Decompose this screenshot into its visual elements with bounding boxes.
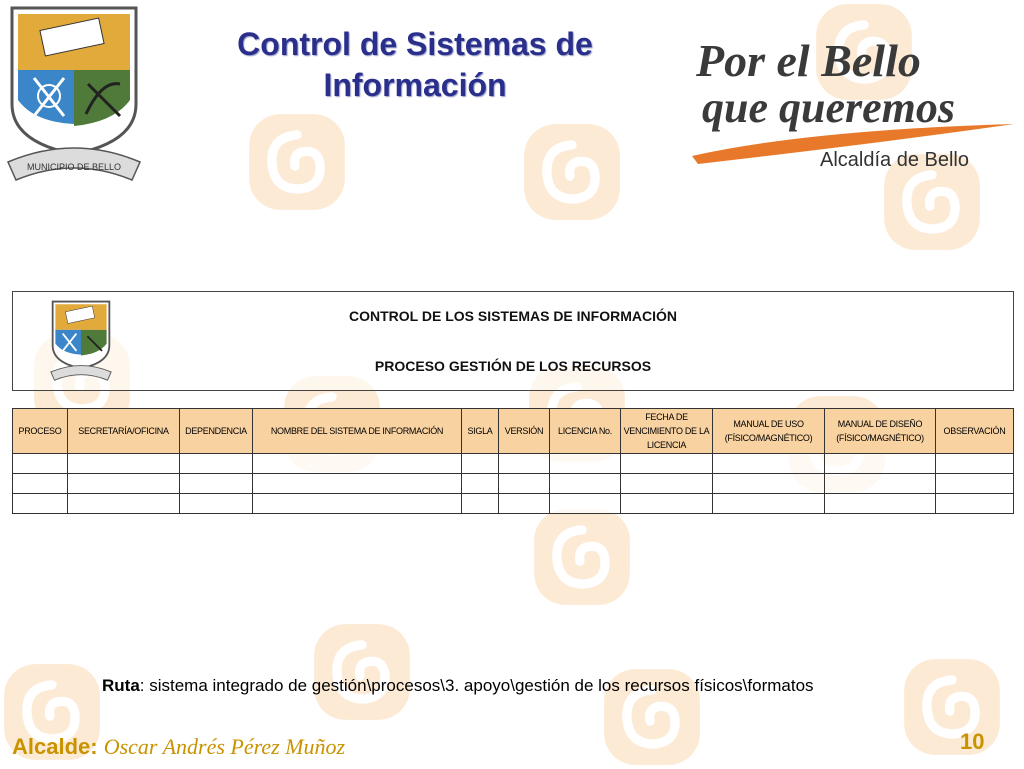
table-cell <box>253 474 462 494</box>
table-cell <box>825 474 936 494</box>
column-header: SECRETARÍA/OFICINA <box>68 409 180 454</box>
mayor-credit <box>12 734 345 760</box>
slide-title-line2: Información <box>323 67 507 103</box>
crest-banner-text: MUNICIPIO DE BELLO <box>26 162 122 172</box>
form-header-frame <box>12 291 1014 391</box>
table-cell <box>462 474 499 494</box>
mayor-name: Oscar Andrés Pérez Muñoz <box>103 734 346 759</box>
table-cell <box>499 454 550 474</box>
table-cell <box>499 474 550 494</box>
table-body <box>13 454 1014 514</box>
table-cell <box>713 494 825 514</box>
form-title: CONTROL DE LOS SISTEMAS DE INFORMACIÓN <box>349 308 677 324</box>
table-cell <box>713 454 825 474</box>
page-number: 10 <box>960 729 985 754</box>
table-cell <box>936 454 1014 474</box>
table-cell <box>180 474 253 494</box>
table-cell <box>936 494 1014 514</box>
swirl-icon <box>520 120 624 224</box>
table-header-row <box>13 409 1014 454</box>
table-cell <box>825 494 936 514</box>
table-cell <box>68 494 180 514</box>
table-row <box>13 474 1014 494</box>
table-cell <box>180 494 253 514</box>
table-cell <box>180 454 253 474</box>
table-cell <box>68 454 180 474</box>
table-cell <box>550 494 621 514</box>
column-header: DEPENDENCIA <box>180 409 253 454</box>
table-row <box>13 494 1014 514</box>
table-cell <box>621 454 713 474</box>
table-cell <box>13 494 68 514</box>
column-header: FECHA DE VENCIMIENTO DE LA LICENCIA <box>621 409 713 454</box>
table-cell <box>462 494 499 514</box>
brand-line2: que queremos <box>702 83 955 132</box>
column-header: SIGLA <box>462 409 499 454</box>
municipality-crest-logo <box>4 4 144 189</box>
table-cell <box>13 474 68 494</box>
table-cell <box>621 474 713 494</box>
table-cell <box>462 454 499 474</box>
route-text: : sistema integrado de gestión\procesos\3. apoyo\gestión de los recursos físicos\formatos <box>139 676 814 695</box>
table-cell <box>68 474 180 494</box>
column-header: LICENCIA No. <box>550 409 621 454</box>
table-cell <box>550 454 621 474</box>
column-header: NOMBRE DEL SISTEMA DE INFORMACIÓN <box>253 409 462 454</box>
table-cell <box>253 454 462 474</box>
table-cell <box>621 494 713 514</box>
swirl-icon <box>900 655 1004 759</box>
table-cell <box>13 454 68 474</box>
table-cell <box>713 474 825 494</box>
table-cell <box>550 474 621 494</box>
route-label: Ruta <box>102 676 140 695</box>
swirl-icon <box>530 505 634 609</box>
column-header: MANUAL DE USO (FÍSICO/MAGNÉTICO) <box>713 409 825 454</box>
slide-title <box>200 24 630 106</box>
table-cell <box>499 494 550 514</box>
mayor-label: Alcalde: <box>12 734 98 759</box>
table-cell <box>825 454 936 474</box>
brand-line1: Por el Bello <box>696 35 921 86</box>
slide-title-line1: Control de Sistemas de <box>237 26 593 62</box>
column-header: OBSERVACIÓN <box>936 409 1014 454</box>
column-header: PROCESO <box>13 409 68 454</box>
alcaldia-brand-logo <box>688 18 1018 178</box>
swirl-icon <box>245 110 349 214</box>
table-cell <box>253 494 462 514</box>
systems-control-table <box>12 408 1014 514</box>
table-cell <box>936 474 1014 494</box>
table-row <box>13 454 1014 474</box>
document-route <box>102 676 814 696</box>
column-header: VERSIÓN <box>499 409 550 454</box>
form-subtitle: PROCESO GESTIÓN DE LOS RECURSOS <box>374 358 652 374</box>
column-header: MANUAL DE DISEÑO (FÍSICO/MAGNÉTICO) <box>825 409 936 454</box>
swirl-icon <box>310 620 414 724</box>
brand-line3: Alcaldía de Bello <box>820 149 969 171</box>
